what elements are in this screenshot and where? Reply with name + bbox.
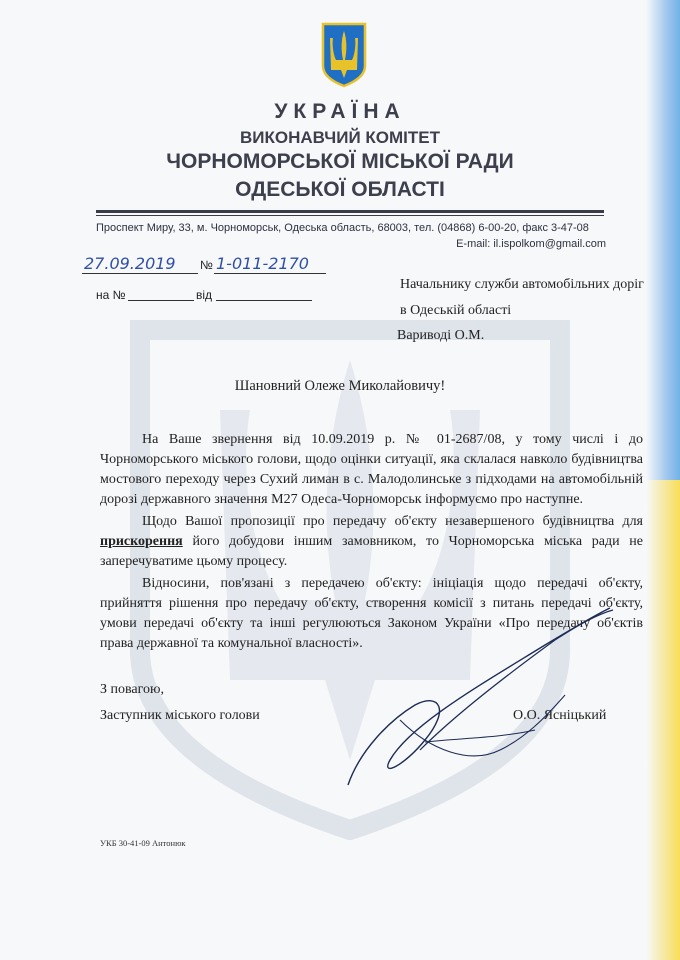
body-paragraph-2-end: його добудови іншим замовником, то Чорноморська міська ради не заперечуватиме цьому процесу.	[100, 534, 644, 569]
body-paragraph-1: На Ваше звернення від 10.09.2019 р. № 01-2687/08, у тому числі і до Чорноморського міського голови, щодо оцінки ситуації, яка склалася навколо будівництва мостового переходу через Сухий лиман в с. Малодолинське з підходами на автомобільній дорозі державного значення М27 Одеса-Чорноморськ інформуємо про наступне.	[100, 432, 643, 507]
outgoing-number-label: №	[200, 258, 213, 272]
outgoing-date: 27.09.2019	[84, 254, 176, 273]
document-footer: УКБ 30-41-09 Антонюк	[100, 838, 186, 848]
body-paragraph-2	[100, 512, 643, 572]
closing-regards: З повагою,	[100, 682, 164, 697]
header-country: УКРАЇНА	[274, 100, 406, 123]
body-paragraph-3: Відносини, пов'язані з передачею об'єкту: ініціація щодо передачі об'єкту, прийняття рішення про передачу об'єкту, створення комісії з питань передачі об'єкту, умови передачі об'єкту та інші регулюються Законом України «Про передачу об'єктів права державної та комунальної власності».	[100, 576, 643, 651]
coat-of-arms-icon	[321, 22, 367, 88]
body-paragraph-2-start: Щодо Вашої пропозиції про передачу об'єкту незавершеного будівництва для	[142, 514, 643, 529]
header-region: ОДЕСЬКОЇ ОБЛАСТІ	[235, 178, 445, 201]
reference-number-label: на №	[96, 288, 126, 302]
header-email: E-mail: il.ispolkom@gmail.com	[456, 238, 606, 250]
header-council: ЧОРНОМОРСЬКОЇ МІСЬКОЇ РАДИ	[166, 150, 514, 173]
recipient-line-1: Начальнику служби автомобільних доріг	[400, 277, 644, 292]
signature-icon	[330, 600, 620, 800]
reference-number-line	[128, 300, 194, 301]
header-rule-thick	[96, 210, 604, 213]
flag-stripe-blue	[646, 0, 680, 480]
signer-position: Заступник міського голови	[100, 708, 260, 723]
flag-stripe-yellow	[646, 480, 680, 960]
signer-name: О.О. Ясніцький	[513, 708, 607, 723]
body-paragraph-2-emphasis: прискорення	[100, 534, 183, 549]
outgoing-number-underline	[214, 273, 326, 274]
recipient-line-3: Вариводі О.М.	[397, 328, 485, 343]
reference-date-line	[216, 300, 312, 301]
recipient-line-2: в Одеській області	[400, 303, 512, 318]
header-address: Проспект Миру, 33, м. Чорноморськ, Одеська область, 68003, тел. (04868) 6-00-20, факс 3-47-08	[96, 222, 589, 234]
outgoing-date-underline	[82, 273, 198, 274]
greeting: Шановний Олеже Миколайовичу!	[234, 378, 446, 394]
header-rule-thin	[96, 215, 604, 216]
reference-date-label: від	[196, 288, 213, 302]
outgoing-number: 1-011-2170	[216, 254, 309, 273]
header-committee: ВИКОНАВЧИЙ КОМІТЕТ	[240, 128, 440, 147]
